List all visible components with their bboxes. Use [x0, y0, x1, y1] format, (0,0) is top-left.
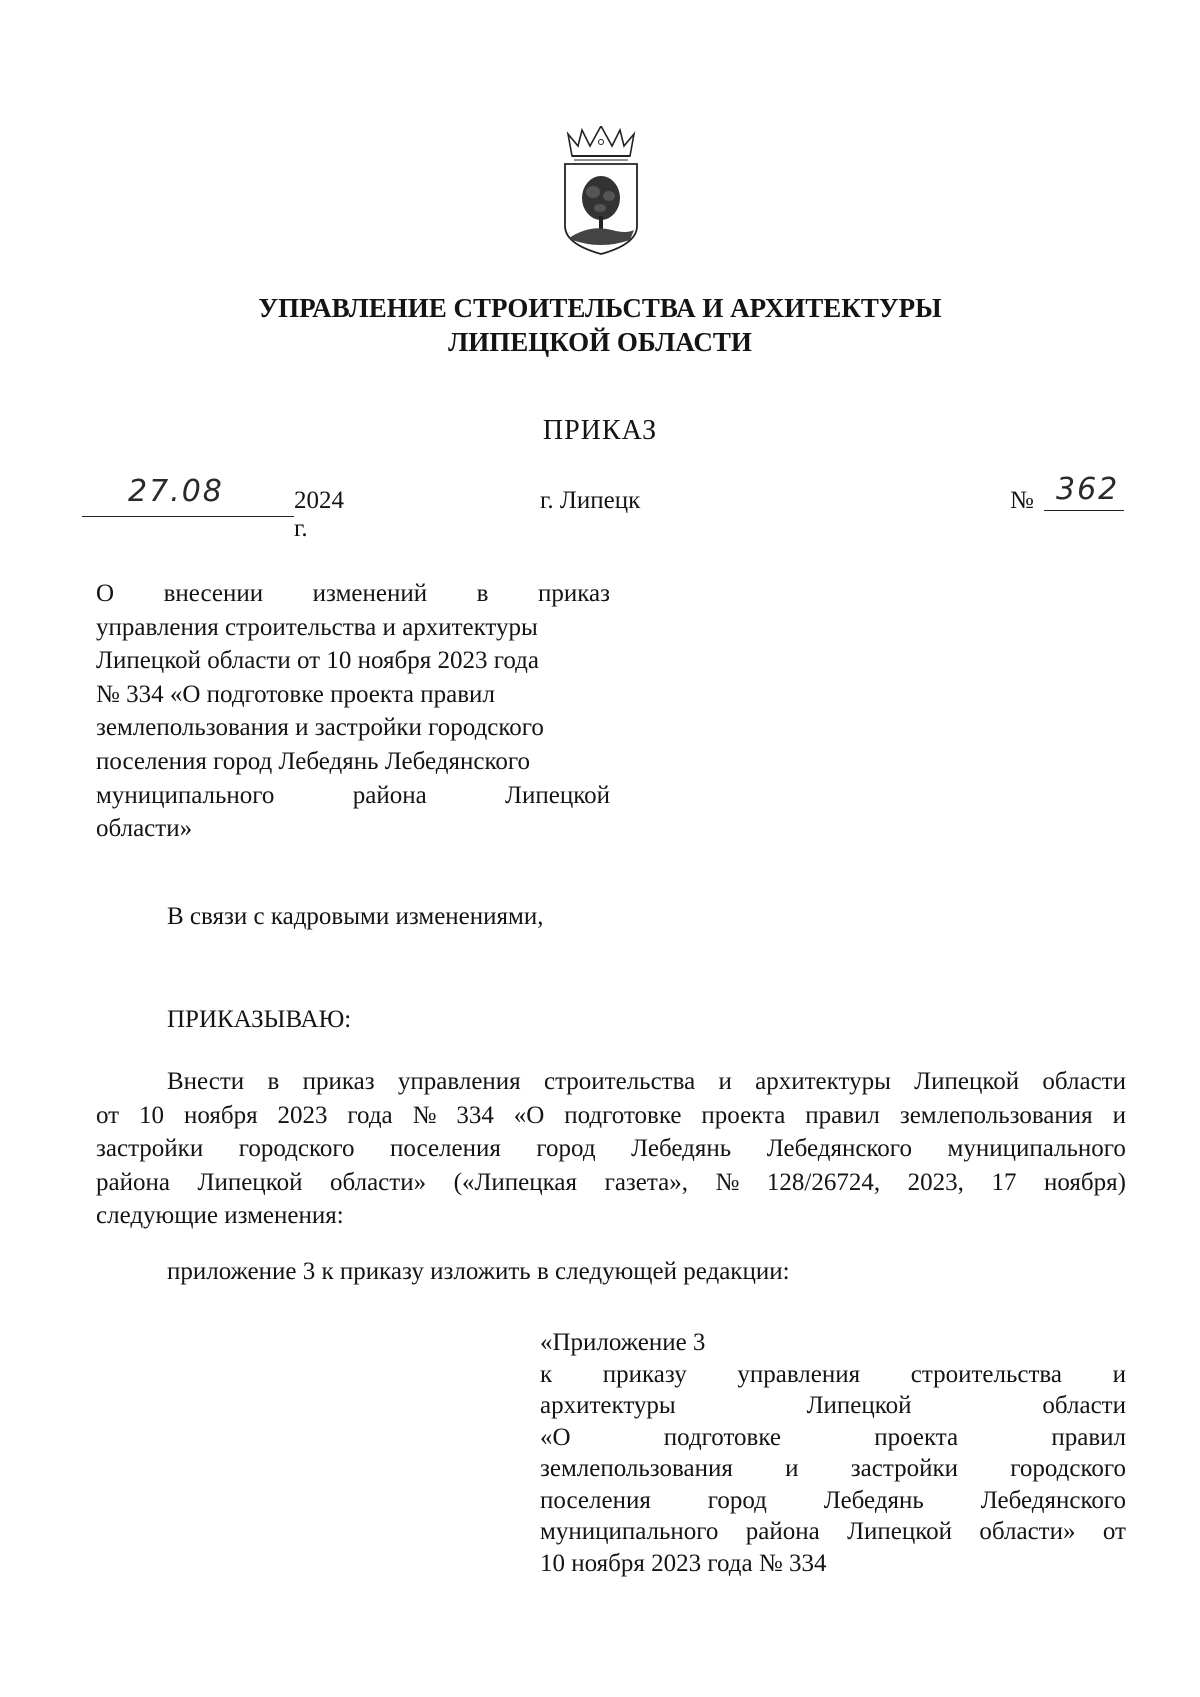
word: от [96, 1101, 120, 1129]
word: приказу [602, 1360, 687, 1388]
word: 2023, [907, 1168, 964, 1196]
word: области [1042, 1392, 1126, 1419]
word: поселения [390, 1135, 501, 1163]
word: № 334 «О подготовке проекта правил [96, 680, 495, 708]
word: и [1112, 1101, 1126, 1129]
word: землепользования [540, 1455, 733, 1482]
word: района [352, 781, 427, 809]
word: поселения город Лебедянь Лебедянского [96, 747, 530, 775]
word: Липецкой [914, 1068, 1020, 1095]
word: приказ [537, 580, 610, 607]
word: области» [979, 1518, 1076, 1545]
reason-text: В связи с кадровыми изменениями, [167, 903, 544, 930]
word: 334 [456, 1101, 494, 1129]
body-line [96, 1065, 1126, 1099]
word: правил [1051, 1423, 1126, 1451]
change-text: приложение 3 к приказу изложить в следующей редакции: [167, 1258, 790, 1285]
number-sign: № [1010, 487, 1034, 514]
date-year: 2024 г. [294, 487, 344, 542]
order-main-text [96, 1065, 1126, 1233]
subject-line [96, 611, 610, 645]
word: город [707, 1486, 767, 1514]
appendix-line [540, 1422, 1126, 1454]
word: строительства [910, 1360, 1062, 1388]
word: 10 [139, 1101, 165, 1129]
appendix-heading [540, 1327, 1126, 1579]
word: от [1102, 1518, 1126, 1545]
order-directive: ПРИКАЗЫВАЮ: [167, 1006, 352, 1033]
word: района [745, 1518, 820, 1545]
word: проекта [701, 1101, 786, 1129]
word: 17 [991, 1168, 1017, 1196]
word: № [715, 1168, 740, 1196]
subject-line [96, 745, 610, 779]
word: и [718, 1068, 732, 1095]
organization-title-line2: ЛИПЕЦКОЙ ОБЛАСТИ [448, 327, 752, 357]
order-subject [96, 577, 610, 846]
subject-line [96, 577, 610, 611]
body-line [96, 1099, 1126, 1133]
word: архитектуры [755, 1068, 891, 1095]
word: городского [1010, 1455, 1126, 1482]
word: к [540, 1360, 553, 1388]
organization-title-line1: УПРАВЛЕНИЕ СТРОИТЕЛЬСТВА И АРХИТЕКТУРЫ [258, 293, 942, 323]
word: архитектуры [540, 1392, 676, 1419]
word: застройки [96, 1135, 204, 1163]
word: в [476, 580, 489, 607]
word: Липецкой [847, 1518, 953, 1545]
word: Липецкой области от 10 ноября 2023 года [96, 647, 539, 675]
subject-line [96, 678, 610, 712]
word: ноября) [1044, 1168, 1126, 1196]
word: 2023 [277, 1101, 328, 1129]
word: город [536, 1135, 596, 1163]
word: городского [238, 1135, 355, 1163]
word: изменений [312, 580, 428, 607]
number-handwritten: 362 [1056, 472, 1120, 507]
word: района [96, 1168, 170, 1196]
word: управления [397, 1068, 521, 1095]
word: и [1112, 1360, 1126, 1388]
lipetsk-coat-of-arms-icon [560, 126, 642, 256]
word: приказ [302, 1068, 375, 1095]
word: правил [805, 1101, 880, 1129]
word: внесении [163, 580, 264, 607]
appendix-line: «Приложение 3 [540, 1329, 706, 1356]
word: Липецкой [505, 781, 610, 809]
word: строительства [543, 1068, 696, 1095]
word: в [267, 1068, 280, 1095]
word: проекта [874, 1423, 959, 1451]
word: № [412, 1101, 437, 1129]
word: управления строительства и архитектуры [96, 613, 538, 641]
word: Внести [167, 1068, 245, 1095]
body-line [96, 1132, 1126, 1166]
word: муниципального [540, 1518, 719, 1545]
body-line: следующие изменения: [96, 1202, 344, 1230]
word: застройки [850, 1455, 958, 1482]
word: 128/26724, [766, 1168, 881, 1196]
city-label: г. Липецк [540, 487, 641, 514]
appendix-line [540, 1453, 1126, 1485]
subject-line [96, 644, 610, 678]
appendix-line [540, 1485, 1126, 1517]
subject-line [96, 812, 610, 846]
appendix-line: 10 ноября 2023 года № 334 [540, 1549, 827, 1577]
word: муниципального [96, 781, 275, 809]
word: Липецкой [806, 1392, 912, 1419]
word: управления [737, 1360, 861, 1388]
word: О [96, 580, 115, 607]
word: «О [540, 1423, 571, 1451]
order-number [1010, 472, 1122, 518]
subject-line [96, 711, 610, 745]
date-handwritten: 27.08 [128, 474, 224, 509]
word: муниципального [947, 1135, 1126, 1163]
word: Лебедянь [823, 1486, 924, 1514]
appendix-line [540, 1516, 1126, 1548]
word: «О [513, 1101, 545, 1129]
word: года [347, 1101, 393, 1129]
word: области [1042, 1068, 1126, 1095]
word: («Липецкая [453, 1168, 578, 1196]
word: землепользования [899, 1101, 1093, 1129]
body-line [96, 1166, 1126, 1200]
word: области» [96, 815, 193, 843]
word: области» [330, 1168, 427, 1196]
document-type: ПРИКАЗ [542, 415, 658, 446]
word: и [785, 1455, 799, 1482]
word: землепользования и застройки городского [96, 714, 544, 742]
word: Липецкой [197, 1168, 303, 1196]
word: Лебедянского [980, 1486, 1126, 1514]
word: Лебедянь [631, 1135, 732, 1163]
appendix-line [540, 1359, 1126, 1391]
word: ноября [183, 1101, 258, 1129]
word: поселения [540, 1486, 651, 1514]
word: подготовке [663, 1423, 781, 1451]
word: Лебедянского [766, 1135, 912, 1163]
appendix-line [540, 1390, 1126, 1422]
word: подготовке [564, 1101, 682, 1129]
word: газета», [604, 1168, 688, 1196]
subject-line [96, 779, 610, 813]
